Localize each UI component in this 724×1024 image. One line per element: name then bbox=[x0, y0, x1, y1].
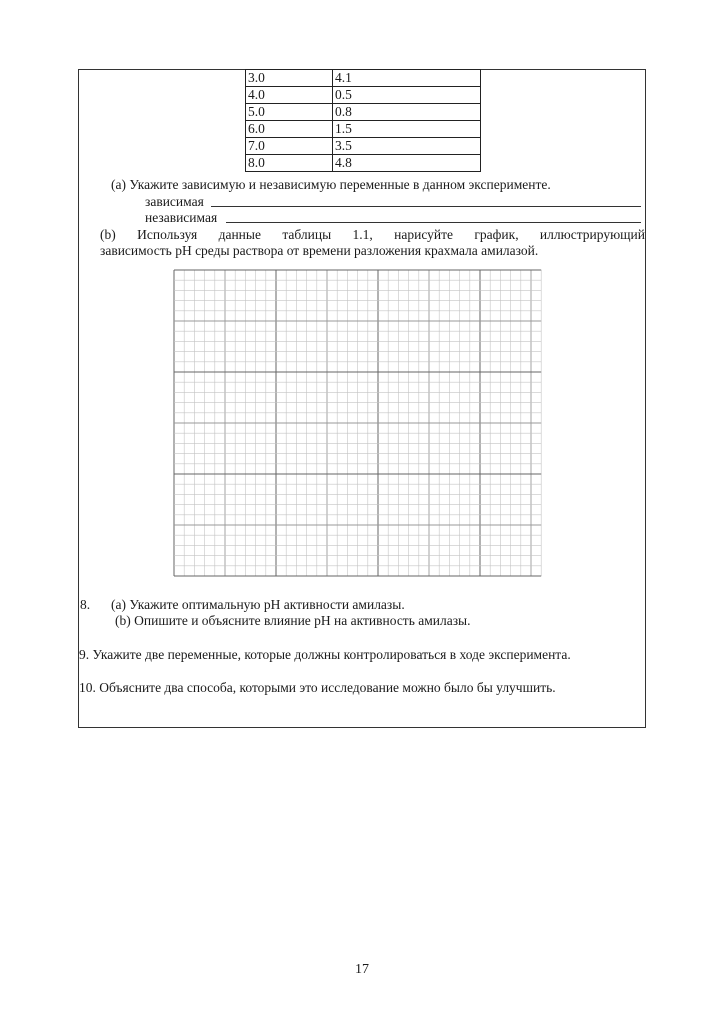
page-number: 17 bbox=[355, 962, 369, 977]
independent-answer-line[interactable] bbox=[226, 222, 641, 223]
table-cell-time: 5.0 bbox=[246, 104, 333, 121]
table-row bbox=[246, 138, 481, 155]
table-cell-value: 4.1 bbox=[333, 70, 481, 87]
question-b-line-1: (b) Используя данные таблицы 1.1, нарисуйте график, иллюстрирующий bbox=[100, 227, 645, 242]
table-row bbox=[246, 121, 481, 138]
table-cell-time: 7.0 bbox=[246, 138, 333, 155]
table-cell-time: 3.0 bbox=[246, 70, 333, 87]
table-row bbox=[246, 155, 481, 172]
question-10-text: 10. Объясните два способа, которыми это исследование можно было бы улучшить. bbox=[79, 680, 556, 695]
table-cell-time: 4.0 bbox=[246, 87, 333, 104]
dependent-label: зависимая bbox=[145, 194, 204, 209]
table-row bbox=[246, 104, 481, 121]
table-row bbox=[246, 70, 481, 87]
question-b-line-2: зависимость рН среды раствора от времени разложения крахмала амилазой. bbox=[100, 243, 539, 258]
table-row bbox=[246, 87, 481, 104]
table-cell-value: 1.5 bbox=[333, 121, 481, 138]
table-cell-value: 3.5 bbox=[333, 138, 481, 155]
independent-label: независимая bbox=[145, 210, 218, 225]
dependent-answer-line[interactable] bbox=[211, 206, 641, 207]
question-9-text: 9. Укажите две переменные, которые должны контролироваться в ходе эксперимента. bbox=[79, 647, 571, 662]
table-cell-value: 0.8 bbox=[333, 104, 481, 121]
question-8b-text: (b) Опишите и объясните влияние рН на активность амилазы. bbox=[115, 613, 471, 628]
graph-grid[interactable] bbox=[173, 269, 551, 577]
question-8-number: 8. bbox=[80, 597, 91, 612]
table-cell-time: 8.0 bbox=[246, 155, 333, 172]
table-cell-time: 6.0 bbox=[246, 121, 333, 138]
question-a-text: (a) Укажите зависимую и независимую переменные в данном эксперименте. bbox=[111, 177, 551, 192]
table-cell-value: 4.8 bbox=[333, 155, 481, 172]
table-cell-value: 0.5 bbox=[333, 87, 481, 104]
data-table bbox=[245, 69, 481, 172]
question-8a-text: (a) Укажите оптимальную рН активности амилазы. bbox=[111, 597, 405, 612]
